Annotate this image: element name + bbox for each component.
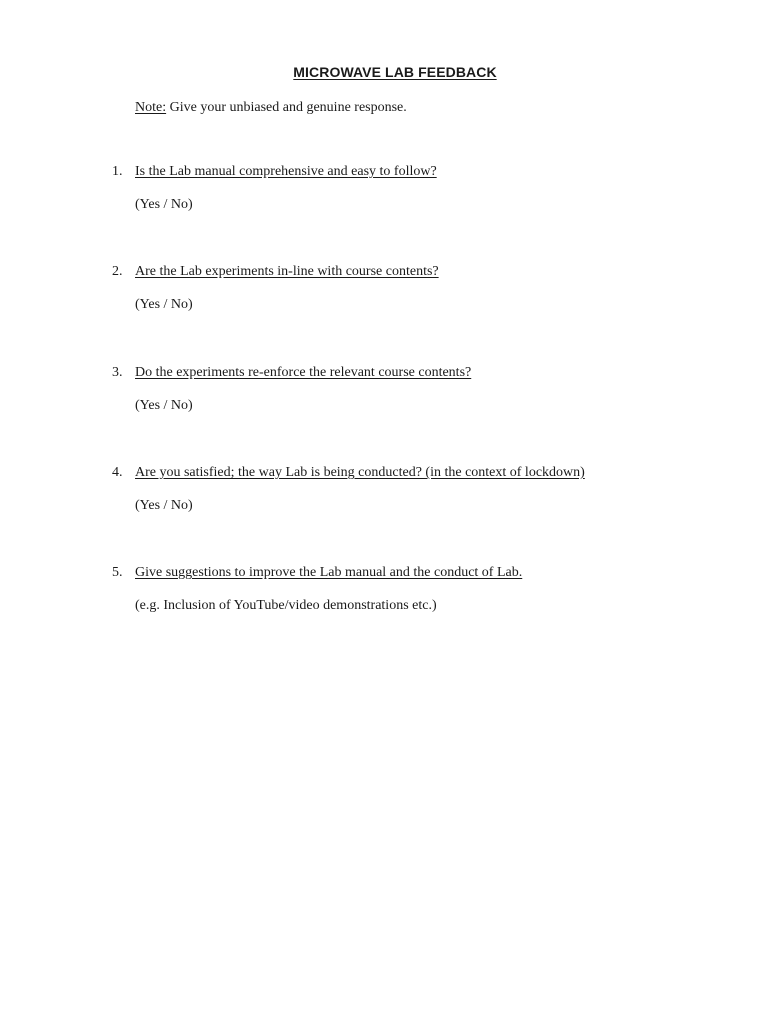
question-number: 2. [112, 264, 123, 279]
question-text: Do the experiments re-enforce the relevant course contents? [135, 365, 472, 380]
answer-hint: (e.g. Inclusion of YouTube/video demonstrations etc.) [135, 598, 437, 613]
question-number: 5. [112, 565, 123, 580]
question-number: 4. [112, 465, 123, 480]
question-number: 1. [112, 164, 123, 179]
question-text: Are you satisfied; the way Lab is being conducted? (in the context of lockdown) [135, 465, 585, 480]
note-text: Give your unbiased and genuine response. [166, 100, 407, 115]
question-number: 3. [112, 365, 123, 380]
answer-options: (Yes / No) [135, 498, 193, 513]
document-title: MICROWAVE LAB FEEDBACK [293, 64, 497, 80]
answer-options: (Yes / No) [135, 297, 193, 312]
question-text: Is the Lab manual comprehensive and easy to follow? [135, 164, 437, 179]
note-line [135, 100, 407, 116]
answer-options: (Yes / No) [135, 197, 193, 212]
note-label: Note: [135, 100, 167, 115]
question-text: Are the Lab experiments in-line with course contents? [135, 264, 439, 279]
answer-options: (Yes / No) [135, 398, 193, 413]
question-text: Give suggestions to improve the Lab manual and the conduct of Lab. [135, 565, 523, 580]
